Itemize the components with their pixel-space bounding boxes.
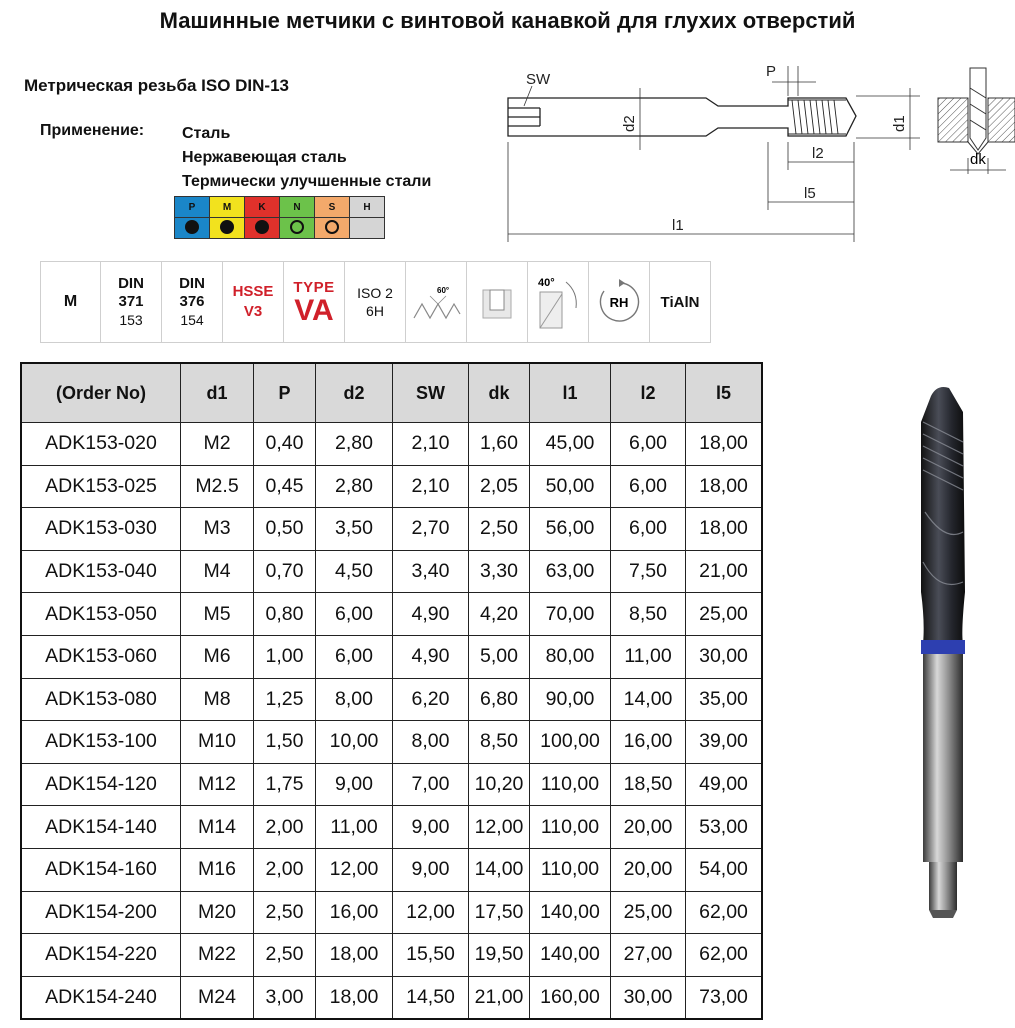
table-cell: 0,70	[254, 550, 316, 593]
table-cell: 20,00	[611, 806, 686, 849]
column-header: d1	[181, 363, 254, 423]
svg-text:dk: dk	[970, 151, 986, 168]
table-cell: 3,50	[316, 508, 393, 551]
iso-tolerance-icon: ISO 2 6H	[345, 261, 406, 343]
table-row	[21, 934, 762, 977]
table-cell: 56,00	[530, 508, 611, 551]
table-cell: M14	[181, 806, 254, 849]
svg-text:RH: RH	[609, 295, 629, 310]
thread-standard-subtitle: Метрическая резьба ISO DIN-13	[24, 76, 289, 95]
table-cell: 1,60	[469, 423, 530, 466]
table-cell: 21,00	[469, 976, 530, 1019]
tap-specification-table	[20, 362, 763, 1020]
table-cell: M22	[181, 934, 254, 977]
table-cell: 90,00	[530, 678, 611, 721]
table-cell: 50,00	[530, 465, 611, 508]
table-cell: ADK153-080	[21, 678, 181, 721]
material-suitability-m	[210, 218, 245, 239]
column-header: l1	[530, 363, 611, 423]
table-cell: ADK153-060	[21, 635, 181, 678]
table-cell: 25,00	[611, 891, 686, 934]
column-header: dk	[469, 363, 530, 423]
table-cell: 6,00	[316, 635, 393, 678]
application-item: Сталь	[182, 125, 231, 142]
svg-text:SW: SW	[526, 71, 551, 88]
table-cell: 18,00	[686, 508, 763, 551]
table-cell: 3,40	[393, 550, 469, 593]
table-cell: M6	[181, 635, 254, 678]
application-item: Термически улучшенные стали	[182, 173, 432, 190]
table-cell: M5	[181, 593, 254, 636]
material-groups-table	[174, 196, 385, 239]
table-cell: 110,00	[530, 763, 611, 806]
blind-hole-icon	[467, 261, 528, 343]
table-cell: 12,00	[469, 806, 530, 849]
table-cell: 10,00	[316, 721, 393, 764]
table-row	[21, 593, 762, 636]
svg-text:d1: d1	[891, 115, 908, 132]
filled-circle-icon	[255, 220, 269, 234]
material-code-s: S	[315, 197, 350, 218]
table-cell: 62,00	[686, 934, 763, 977]
table-cell: 2,10	[393, 465, 469, 508]
table-cell: 18,00	[316, 934, 393, 977]
table-cell: M20	[181, 891, 254, 934]
table-cell: M2	[181, 423, 254, 466]
metric-thread-icon: M	[40, 261, 101, 343]
table-cell: 9,00	[393, 848, 469, 891]
table-cell: ADK154-140	[21, 806, 181, 849]
table-cell: ADK153-050	[21, 593, 181, 636]
table-cell: 18,00	[316, 976, 393, 1019]
table-row	[21, 508, 762, 551]
table-cell: 0,50	[254, 508, 316, 551]
table-cell: 9,00	[393, 806, 469, 849]
table-cell: ADK154-240	[21, 976, 181, 1019]
table-cell: 12,00	[316, 848, 393, 891]
table-cell: 7,00	[393, 763, 469, 806]
material-suitability-s	[315, 218, 350, 239]
page-title: Машинные метчики с винтовой канавкой для глухих отверстий	[159, 8, 856, 33]
table-row	[21, 423, 762, 466]
table-cell: 30,00	[686, 635, 763, 678]
ring-circle-icon	[290, 220, 304, 234]
table-cell: 1,25	[254, 678, 316, 721]
table-cell: 6,20	[393, 678, 469, 721]
table-cell: ADK153-025	[21, 465, 181, 508]
table-cell: 7,50	[611, 550, 686, 593]
table-cell: 0,80	[254, 593, 316, 636]
svg-text:40°: 40°	[538, 277, 555, 289]
svg-text:60°: 60°	[437, 286, 450, 295]
table-row	[21, 806, 762, 849]
application-item: Нержавеющая сталь	[182, 149, 347, 166]
table-cell: ADK154-200	[21, 891, 181, 934]
table-cell: 2,50	[254, 891, 316, 934]
hsse-material-icon: HSSE V3	[223, 261, 284, 343]
column-header: (Order No)	[21, 363, 181, 423]
table-cell: 16,00	[611, 721, 686, 764]
table-cell: 4,20	[469, 593, 530, 636]
table-cell: 140,00	[530, 891, 611, 934]
material-code-h: H	[350, 197, 385, 218]
right-hand-rotation-icon	[589, 261, 650, 343]
material-code-m: M	[210, 197, 245, 218]
table-cell: 8,00	[393, 721, 469, 764]
table-cell: 45,00	[530, 423, 611, 466]
material-suitability-n	[280, 218, 315, 239]
table-cell: 140,00	[530, 934, 611, 977]
table-cell: 17,50	[469, 891, 530, 934]
table-cell: 4,50	[316, 550, 393, 593]
material-suitability-k	[245, 218, 280, 239]
type-va-icon: TYPE VA	[284, 261, 345, 343]
table-cell: 14,00	[469, 848, 530, 891]
table-cell: 3,30	[469, 550, 530, 593]
table-cell: 80,00	[530, 635, 611, 678]
table-cell: 1,50	[254, 721, 316, 764]
table-cell: 110,00	[530, 806, 611, 849]
table-row	[21, 465, 762, 508]
tap-dimension-drawing	[496, 58, 924, 248]
table-cell: 4,90	[393, 593, 469, 636]
table-cell: 15,50	[393, 934, 469, 977]
table-cell: 16,00	[316, 891, 393, 934]
svg-text:l2: l2	[812, 145, 824, 162]
table-row	[21, 721, 762, 764]
table-cell: 1,75	[254, 763, 316, 806]
table-cell: 18,00	[686, 423, 763, 466]
table-cell: 6,00	[611, 465, 686, 508]
table-row	[21, 550, 762, 593]
table-cell: 100,00	[530, 721, 611, 764]
filled-circle-icon	[220, 220, 234, 234]
table-cell: 3,00	[254, 976, 316, 1019]
table-cell: 11,00	[316, 806, 393, 849]
table-cell: 20,00	[611, 848, 686, 891]
material-code-p: P	[175, 197, 210, 218]
table-cell: 35,00	[686, 678, 763, 721]
table-cell: 14,00	[611, 678, 686, 721]
table-cell: 2,80	[316, 465, 393, 508]
table-cell: 25,00	[686, 593, 763, 636]
svg-text:l1: l1	[672, 217, 684, 234]
table-row	[21, 763, 762, 806]
table-cell: 18,00	[686, 465, 763, 508]
svg-text:l5: l5	[804, 185, 816, 202]
column-header: SW	[393, 363, 469, 423]
column-header: d2	[316, 363, 393, 423]
column-header: P	[254, 363, 316, 423]
table-cell: 2,00	[254, 806, 316, 849]
table-cell: 12,00	[393, 891, 469, 934]
table-cell: 2,50	[254, 934, 316, 977]
table-cell: 6,80	[469, 678, 530, 721]
table-cell: 14,50	[393, 976, 469, 1019]
table-cell: 1,00	[254, 635, 316, 678]
table-cell: 8,50	[611, 593, 686, 636]
svg-text:P: P	[766, 63, 777, 80]
table-cell: ADK153-030	[21, 508, 181, 551]
table-cell: ADK154-120	[21, 763, 181, 806]
column-header: l5	[686, 363, 763, 423]
chamfer-angle-icon	[528, 261, 589, 343]
table-row	[21, 976, 762, 1019]
table-row	[21, 848, 762, 891]
application-label: Применение:	[40, 122, 145, 139]
table-cell: M2.5	[181, 465, 254, 508]
table-cell: M8	[181, 678, 254, 721]
thread-angle-icon	[406, 261, 467, 343]
table-cell: 27,00	[611, 934, 686, 977]
table-cell: 2,70	[393, 508, 469, 551]
table-cell: 21,00	[686, 550, 763, 593]
table-cell: ADK153-020	[21, 423, 181, 466]
table-row	[21, 635, 762, 678]
material-suitability-h	[350, 218, 385, 239]
table-cell: 54,00	[686, 848, 763, 891]
table-cell: 4,90	[393, 635, 469, 678]
column-header: l2	[611, 363, 686, 423]
table-cell: ADK153-040	[21, 550, 181, 593]
table-row	[21, 678, 762, 721]
table-cell: M16	[181, 848, 254, 891]
table-cell: 160,00	[530, 976, 611, 1019]
din-371-icon: DIN 371 153	[101, 261, 162, 343]
table-cell: M24	[181, 976, 254, 1019]
filled-circle-icon	[185, 220, 199, 234]
properties-icon-strip	[40, 261, 711, 343]
din-376-icon: DIN 376 154	[162, 261, 223, 343]
table-row	[21, 891, 762, 934]
table-cell: 6,00	[611, 423, 686, 466]
table-cell: 73,00	[686, 976, 763, 1019]
material-code-k: K	[245, 197, 280, 218]
table-cell: ADK153-100	[21, 721, 181, 764]
table-cell: M3	[181, 508, 254, 551]
table-cell: M12	[181, 763, 254, 806]
table-cell: 11,00	[611, 635, 686, 678]
table-cell: 6,00	[316, 593, 393, 636]
table-cell: 8,00	[316, 678, 393, 721]
table-cell: 6,00	[611, 508, 686, 551]
table-cell: 8,50	[469, 721, 530, 764]
table-cell: 2,80	[316, 423, 393, 466]
table-cell: 70,00	[530, 593, 611, 636]
table-cell: 0,45	[254, 465, 316, 508]
tialn-coating-icon: TiAlN	[650, 261, 711, 343]
table-cell: 0,40	[254, 423, 316, 466]
material-suitability-p	[175, 218, 210, 239]
table-cell: 2,05	[469, 465, 530, 508]
svg-text:d2: d2	[621, 115, 638, 132]
application-list	[182, 122, 431, 194]
table-cell: 49,00	[686, 763, 763, 806]
table-cell: ADK154-160	[21, 848, 181, 891]
table-cell: 62,00	[686, 891, 763, 934]
table-cell: 2,10	[393, 423, 469, 466]
material-code-n: N	[280, 197, 315, 218]
table-cell: 110,00	[530, 848, 611, 891]
hole-detail-drawing	[930, 58, 1015, 178]
table-cell: M10	[181, 721, 254, 764]
spiral-tap-photo	[905, 382, 985, 922]
table-cell: ADK154-220	[21, 934, 181, 977]
table-cell: 2,00	[254, 848, 316, 891]
table-cell: 5,00	[469, 635, 530, 678]
table-cell: 19,50	[469, 934, 530, 977]
table-cell: 30,00	[611, 976, 686, 1019]
ring-circle-icon	[325, 220, 339, 234]
table-cell: 53,00	[686, 806, 763, 849]
table-cell: 9,00	[316, 763, 393, 806]
table-cell: 18,50	[611, 763, 686, 806]
table-cell: M4	[181, 550, 254, 593]
table-cell: 39,00	[686, 721, 763, 764]
table-cell: 10,20	[469, 763, 530, 806]
table-cell: 63,00	[530, 550, 611, 593]
table-cell: 2,50	[469, 508, 530, 551]
